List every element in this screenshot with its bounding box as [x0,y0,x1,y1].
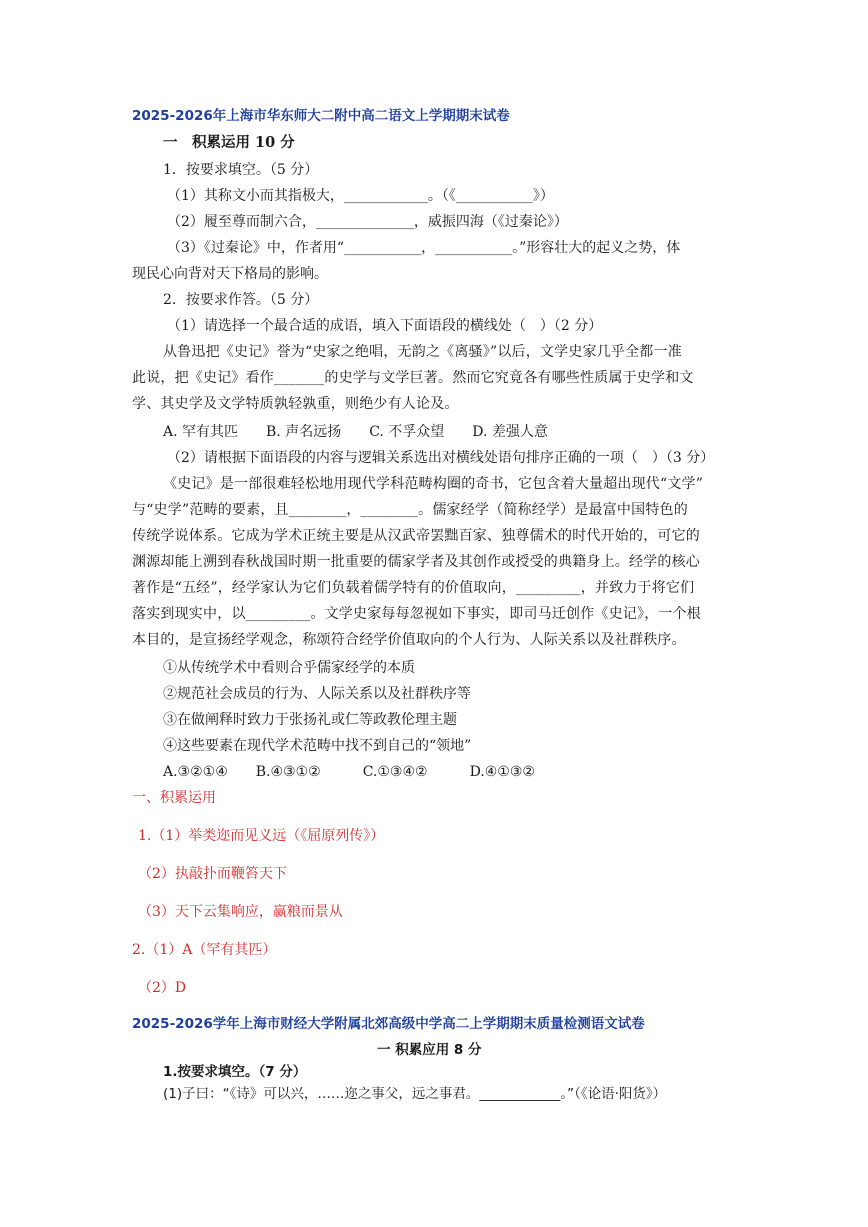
section-heading: 一 积累运用 10 分 [163,134,295,151]
passage-2-line-2: 与“史学”范畴的要素，且________，________。儒家经学（简称经学）是最富中国特色的 [132,502,688,518]
question-2: 2．按要求作答。（5 分） [163,292,319,308]
passage-2-line-3: 传统学说体系。它成为学术正统主要是从汉武帝罢黜百家、独尊儒术的时代开始的，可它的 [132,528,700,544]
question-1-1: （1）其称文小而其指极大，____________。（《___________》） [167,188,554,204]
question-2-header: 1.按要求填空。（7 分） [163,1064,307,1080]
section-heading-2: 一 积累应用 8 分 [377,1042,482,1058]
question-2-1: （1）请选择一个最合适的成语，填入下面语段的横线处（ ）（2 分） [167,318,603,334]
answer-1-1: 1.（1）举类迩而见义远（《屈原列传》） [138,828,385,844]
document-title-2: 2025-2026学年上海市财经大学附属北郊高级中学高二上学期期末质量检测语文试卷 [132,1016,645,1032]
answer-1-2: （2）执敲扑而鞭笞天下 [138,866,287,882]
sentence-option-3: ③在做阐释时致力于张扬礼或仁等政教伦理主题 [163,712,457,728]
passage-1-line-3: 学、其史学及文学特质孰轻孰重，则绝少有人论及。 [132,396,459,412]
sentence-option-4: ④这些要素在现代学术范畴中找不到自己的“领地” [163,738,472,754]
answer-2-1: 2.（1）A（罕有其匹） [132,942,277,958]
question-2-1-line: (1)子曰：“《诗》可以兴，……迩之事父，远之事君。____________。”（《论语·阳货》） [163,1086,667,1102]
sentence-option-2: ②规范社会成员的行为、人际关系以及社群秩序等 [163,686,471,702]
question-1-3-cont: 现民心向背对天下格局的影响。 [132,266,328,282]
passage-1-line-2: 此说，把《史记》看作_______的史学与文学巨著。然而它究竟各有哪些性质属于史学和文 [132,370,694,386]
document-title: 2025-2026年上海市华东师大二附中高二语文上学期期末试卷 [132,108,510,124]
passage-2-line-7: 本目的，是宣扬经学观念，称颂符合经学价值取向的个人行为、人际关系以及社群秩序。 [132,632,686,648]
passage-2-line-6: 落实到现实中，以_________。文学史家每每忽视如下事实，即司马迁创作《史记》，一个根 [132,606,701,622]
answer-1-3: （3）天下云集响应，赢粮而景从 [138,904,343,920]
answer-options-1: A. 罕有其匹 B. 声名远扬 C. 不孚众望 D. 差强人意 [163,424,548,440]
question-1-2: （2）履至尊而制六合，______________，威振四海（《过秦论》） [167,214,568,230]
passage-2-line-5: 著作是“五经”，经学家认为它们负载着儒学特有的价值取向，_________，并致力于将它们 [132,580,695,596]
answer-2-2: （2）D [138,980,187,996]
question-1-3: （3）《过秦论》中，作者用“___________，___________。”形容壮大的起义之势，体 [167,240,681,256]
question-2-2: （2）请根据下面语段的内容与逻辑关系选出对横线处语句排序正确的一项（ ）（3 分） [167,450,715,466]
question-1: 1．按要求填空。（5 分） [163,162,319,178]
passage-2-line-1: 《史记》是一部很难轻松地用现代学科范畴构圈的奇书，它包含着大量超出现代“文学” [163,476,704,492]
passage-1-line-1: 从鲁迅把《史记》誉为“史家之绝唱，无韵之《离骚》”以后，文学史家几乎全都一准 [163,344,682,360]
sentence-option-1: ①从传统学术中看则合乎儒家经学的本质 [163,660,415,676]
answer-heading: 一、积累运用 [132,790,216,806]
passage-2-line-4: 渊源却能上溯到春秋战国时期一批重要的儒家学者及其创作或授受的典籍身上。经学的核心 [132,554,700,570]
answer-options-2: A.③②①④ B.④③①② C.①③④② D.④①③② [163,764,535,780]
